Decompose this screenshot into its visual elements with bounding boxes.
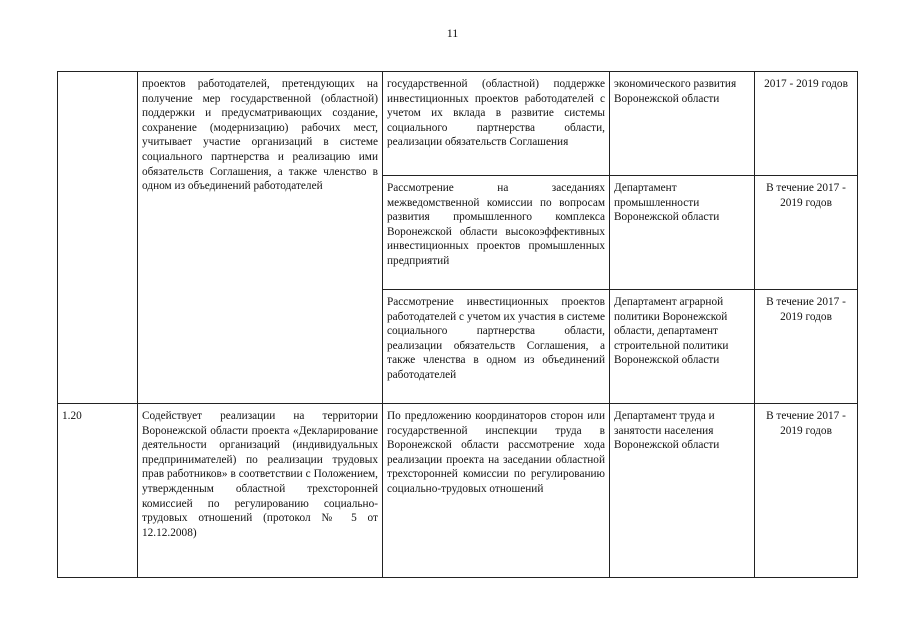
action-cell: Рассмотрение инвестиционных проектов работодателей с учетом их участия в системе социального партнерства области, реализации обязательств Соглашения, а также членства в одном из объединений работодателей <box>383 290 610 404</box>
page-number: 11 <box>446 26 459 40</box>
executor-cell: Департамент труда и занятости населения Воронежской области <box>610 404 755 578</box>
executor-cell: Департамент аграрной политики Воронежской области, департамент строительной политики Воронежской области <box>610 290 755 404</box>
action-cell: Рассмотрение на заседаниях межведомственной комиссии по вопросам развития промышленного комплекса Воронежской области высокоэффективных инвестиционных проектов промышленных предприятий <box>383 176 610 290</box>
measure-cell: Содействует реализации на территории Воронежской области проекта «Декларирование деятельности организаций (индивидуальных предпринимателей) по реализации трудовых прав работников» в соответствии с Положением, утвержденным областной трехсторонней комиссией по регулированию социально-трудовых отношений (протокол № 5 от 12.12.2008) <box>138 404 383 578</box>
executor-cell: экономического развития Воронежской области <box>610 72 755 176</box>
table-row <box>58 72 858 176</box>
action-cell: государственной (областной) поддержке инвестиционных проектов работодателей с учетом их вклада в развитие системы социального партнерства области, реализации обязательств Соглашения <box>383 72 610 176</box>
measure-cell: проектов работодателей, претендующих на получение мер государственной (областной) поддержки и предусматривающих создание, сохранение (модернизацию) рабочих мест, учитывает участие организаций в системе социального партнерства и реализацию ими обязательств Соглашения, а также членство в одном из объединений работодателей <box>138 72 383 404</box>
item-number-cell <box>58 72 138 404</box>
term-cell: В течение 2017 - 2019 годов <box>755 290 858 404</box>
action-cell: По предложению координаторов сторон или государственной инспекции труда в Воронежской области рассмотрение хода реализации проекта на заседании областной трехсторонней комиссии по регулированию социально-трудовых отношений <box>383 404 610 578</box>
term-cell: В течение 2017 - 2019 годов <box>755 176 858 290</box>
executor-cell: Департамент промышленности Воронежской области <box>610 176 755 290</box>
term-cell: 2017 - 2019 годов <box>755 72 858 176</box>
table-row <box>58 404 858 578</box>
term-cell: В течение 2017 - 2019 годов <box>755 404 858 578</box>
measures-table <box>57 71 858 578</box>
item-number-cell: 1.20 <box>58 404 138 578</box>
